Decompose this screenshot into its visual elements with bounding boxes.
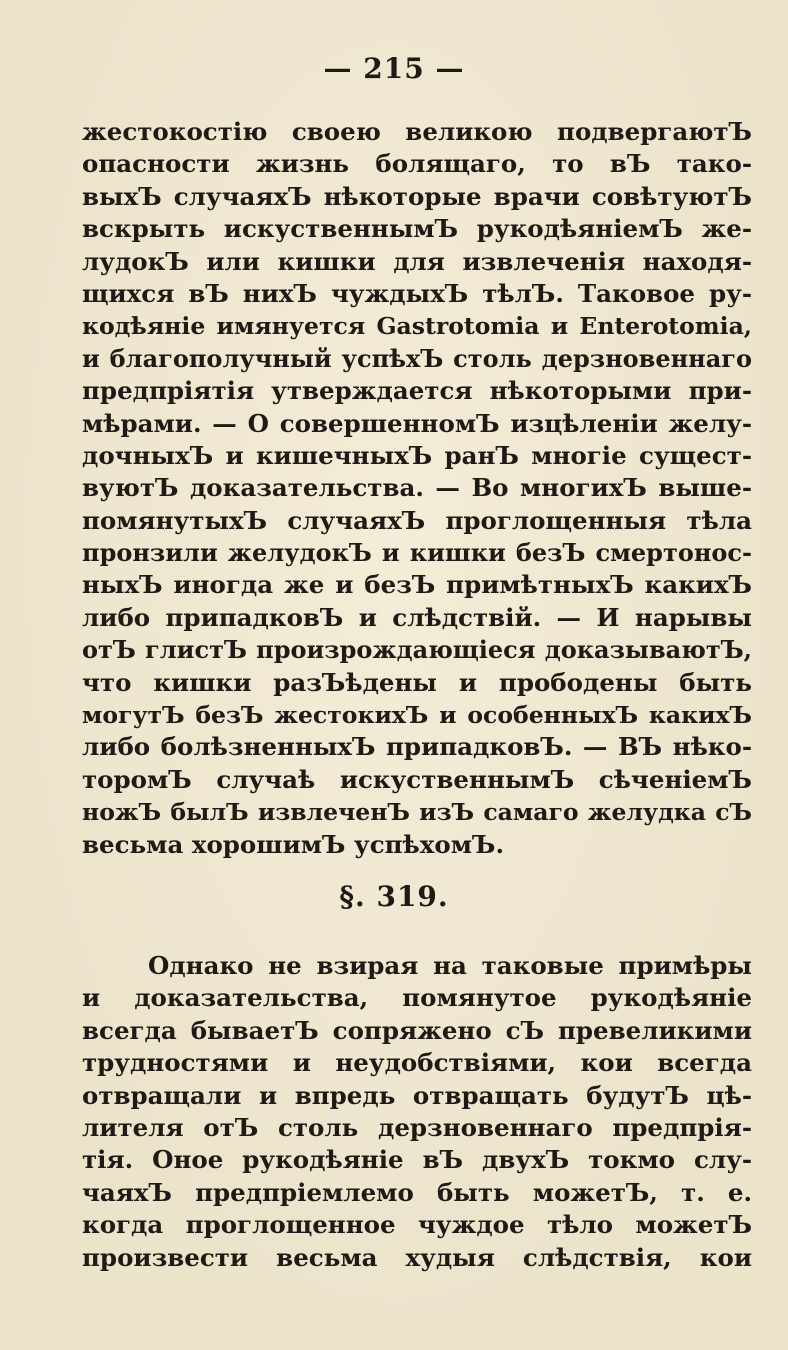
text-line: помянутыхЪ случаяхЪ проглощенныя тѣла: [82, 505, 752, 535]
page-number: — 215 —: [323, 52, 465, 85]
text-line: щихся вЪ нихЪ чуждыхЪ тѣлЪ. Таковое ру-: [82, 278, 752, 308]
text-line: ныхЪ иногда же и безЪ примѣтныхЪ какихЪ: [82, 570, 752, 600]
text-line: жестокостію своею великою подвергаютЪ: [82, 117, 752, 146]
text-line: торомЪ случаѣ искуственнымЪ сѣченіемЪ: [82, 764, 752, 794]
text-line: дочныхЪ и кишечныхЪ ранЪ многіе сущест-: [82, 440, 752, 470]
text-line: тія. Оное рукодѣяніе вЪ двухЪ токмо слу-: [82, 1145, 752, 1175]
section-heading: §. 319.: [339, 880, 449, 913]
text-line: либо болѣзненныхЪ припадковЪ. — ВЪ нѣко-: [82, 732, 752, 762]
text-line: произвести весьма худыя слѣдствія, кои: [82, 1242, 752, 1272]
text-line: мѣрами. — О совершенномЪ изцѣленіи желу-: [82, 408, 752, 438]
text-line: ножЪ былЪ извлеченЪ изЪ самаго желудка сЪ: [82, 798, 752, 827]
text-line: вуютЪ доказательства. — Во многихЪ выше-: [82, 473, 752, 503]
text-line: либо припадковЪ и слѣдствій. — И нарывы: [82, 602, 752, 632]
text-line: чаяхЪ предпріемлемо быть можетЪ, т. е.: [82, 1177, 752, 1207]
text-line: опасности жизнь болящаго, то вЪ тако-: [82, 149, 752, 179]
text-line: отЪ глистЪ произрождающіеся доказываютЪ,: [82, 635, 752, 665]
text-line: всегда бываетЪ сопряжено сЪ превеликими: [82, 1015, 752, 1045]
text-line: отвращали и впредь отвращать будутЪ цѣ-: [82, 1080, 752, 1110]
text-line: пронзили желудокЪ и кишки безЪ смертонос-: [82, 538, 752, 568]
text-line: что кишки разЪѣдены и прободены быть: [82, 667, 752, 697]
text-line: могутЪ безЪ жестокихЪ и особенныхЪ какихЪ: [82, 701, 752, 730]
text-line: кодѣяніе имянуется Gastrotomia и Enterotomia,: [82, 312, 752, 341]
paragraph-continued: [82, 116, 752, 861]
text-line: лудокЪ или кишки для извлеченія находя-: [82, 246, 752, 276]
paragraph-section-319: [82, 950, 752, 1274]
text-line: выхЪ случаяхЪ нѣкоторые врачи совѣтуютЪ: [82, 181, 752, 211]
text-line: вскрыть искуственнымЪ рукодѣяніемЪ же-: [82, 214, 752, 244]
text-line: Однако не взирая на таковые примѣры: [148, 951, 752, 980]
text-line: и благополучный успѣхЪ столь дерзновеннаго: [82, 343, 752, 373]
text-line: трудностями и неудобствіями, кои всегда: [82, 1048, 752, 1078]
text-line: весьма хорошимЪ успѣхомЪ.: [82, 829, 504, 859]
text-line: предпріятія утверждается нѣкоторыми при-: [82, 376, 752, 406]
text-line: лителя отЪ столь дерзновеннаго предпрія-: [82, 1112, 752, 1142]
text-line: когда проглощенное чуждое тѣло можетЪ: [82, 1210, 752, 1240]
text-line: и доказательства, помянутое рукодѣяніе: [82, 983, 752, 1013]
